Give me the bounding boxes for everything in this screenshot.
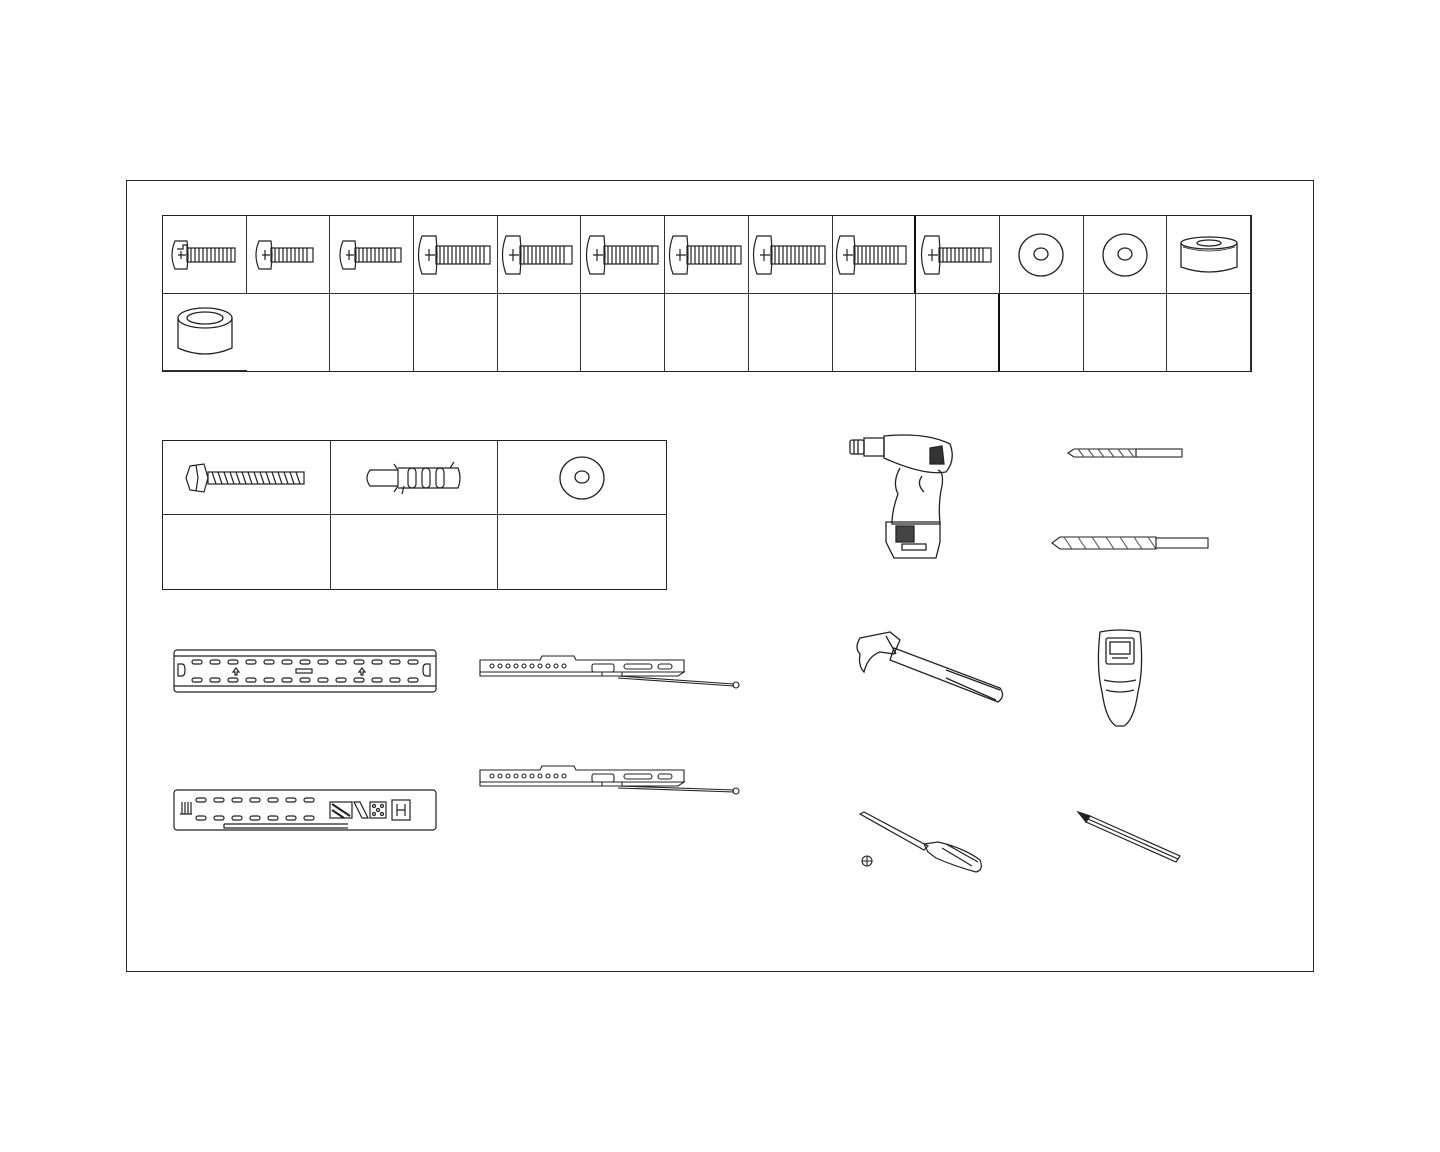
power-drill-icon [846,432,960,566]
tv-bracket-arm-icon [478,764,744,804]
hardware-label-cell [833,294,917,371]
pan-head-screw-icon [416,230,494,280]
phillips-screwdriver-icon [854,808,984,876]
hardware-cell [414,216,498,294]
wall-hardware-cell [498,441,666,515]
hardware-cell [247,216,331,294]
hardware-label-cell [581,294,665,371]
wall-hardware-label-cell [163,515,331,589]
wall-hardware-cell [163,441,331,515]
hardware-label-cell [1167,294,1251,371]
hardware-cell [749,216,833,294]
wall-plate-icon [172,648,438,694]
pan-head-screw-icon [584,230,662,280]
hardware-cell [1084,216,1168,294]
pan-head-screw-icon [337,233,407,277]
washer-icon [1016,230,1066,280]
hardware-cell [916,216,1000,294]
wall-hardware-label-cell [498,515,666,589]
hardware-cell [330,216,414,294]
hardware-cell [1167,216,1251,294]
pan-head-screw-icon [500,230,578,280]
stud-finder-icon [1094,628,1146,728]
hardware-cell [665,216,749,294]
hardware-label-cell [916,294,1000,371]
hardware-cell [581,216,665,294]
hardware-cell [163,294,247,371]
hardware-cell [1000,216,1084,294]
wall-hardware-table [162,440,667,590]
hardware-label-cell [749,294,833,371]
hardware-cell [163,216,247,294]
spacer-icon [175,304,235,360]
tv-bracket-arm-icon [478,654,744,694]
wall-plate-icon [172,788,438,832]
hardware-label-cell [414,294,498,371]
washer-icon [557,453,607,503]
hardware-label-cell [1084,294,1168,371]
hardware-label-cell [498,294,582,371]
pencil-icon [1076,810,1182,864]
hardware-label-cell [1000,294,1084,371]
phillips-symbol-icon [862,856,872,866]
hardware-cell [833,216,917,294]
lag-bolt-icon [184,460,308,496]
washer-icon [1100,230,1150,280]
wall-hardware-cell [331,441,499,515]
drill-bit-icon [1066,446,1184,460]
hardware-label-cell [665,294,749,371]
pan-head-screw-icon [253,233,323,277]
pan-head-screw-icon [169,233,239,277]
pan-head-screw-icon [834,230,912,280]
hammer-icon [850,626,1008,718]
pan-head-screw-icon [919,230,997,280]
drill-bit-icon [1050,534,1210,552]
pan-head-screw-icon [667,230,745,280]
wall-anchor-icon [364,458,464,498]
hardware-cell [498,216,582,294]
hardware-table [162,215,1252,372]
hardware-label-cell [330,294,414,371]
spacer-icon [1177,233,1241,277]
pan-head-screw-icon [751,230,829,280]
hardware-label-cell [247,294,331,371]
wall-hardware-label-cell [331,515,499,589]
